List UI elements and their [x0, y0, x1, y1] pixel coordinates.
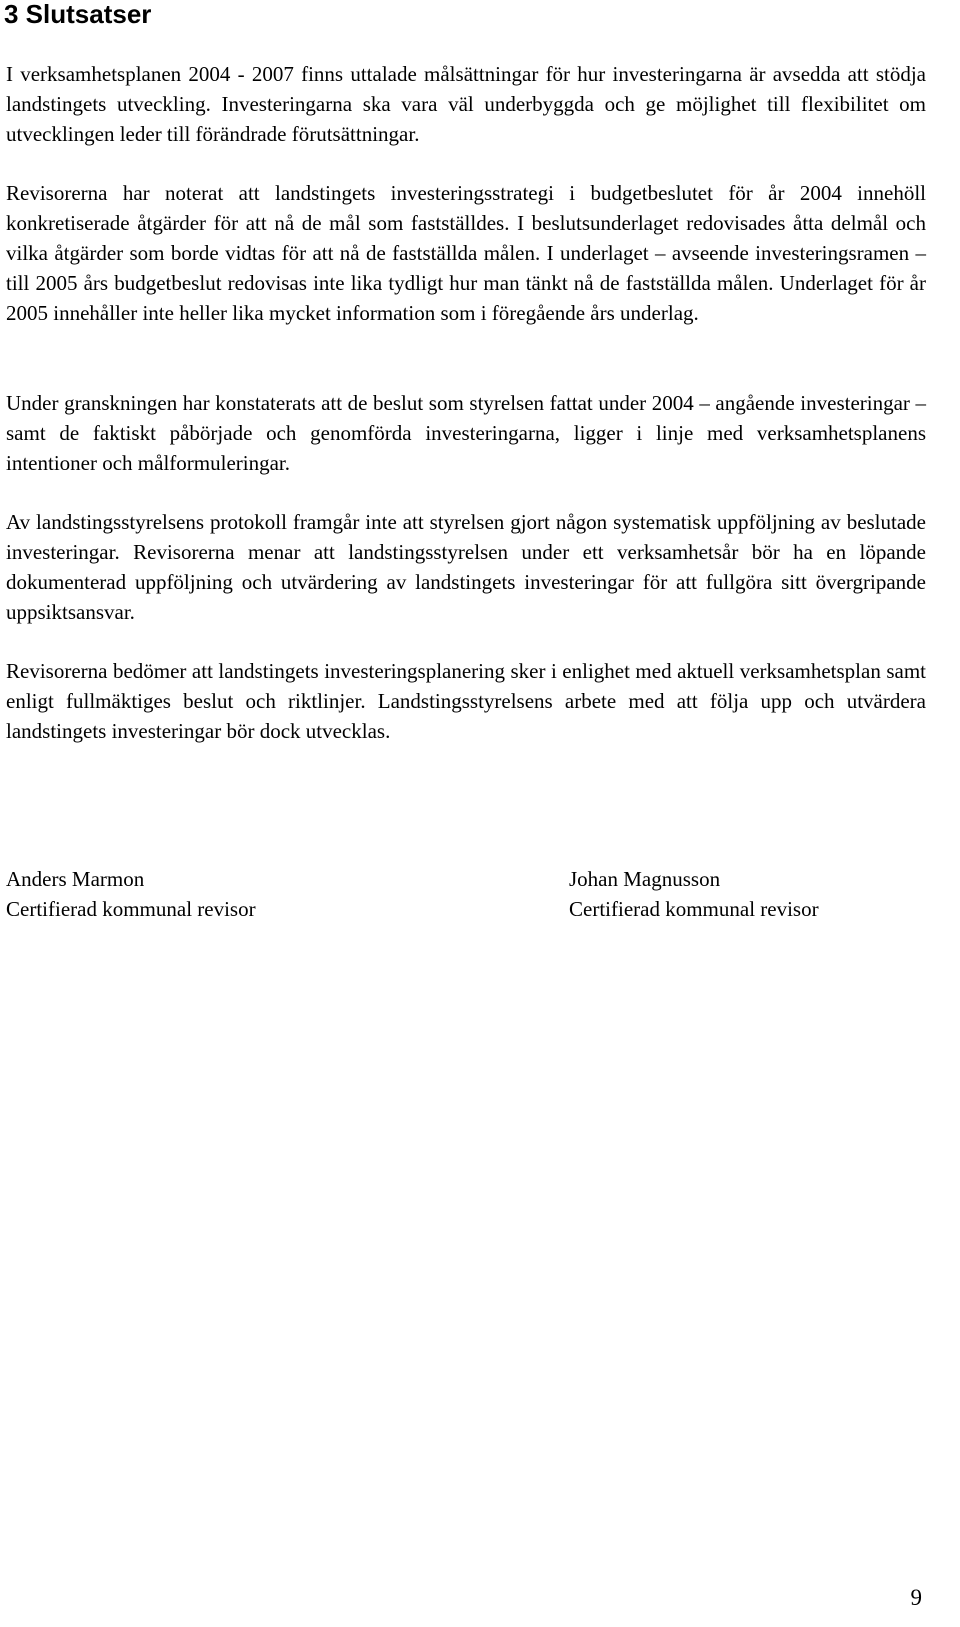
- signatory-name: Anders Marmon: [6, 867, 145, 891]
- paragraph-1: I verksamhetsplanen 2004 - 2007 finns uttalade målsättningar för hur investeringarna är avsedda att stödja landstingets utveckling. Investeringarna ska vara väl underbyggda och ge möjlighet till flexibilitet om utvecklingen leder till förändrade förutsättningar.: [6, 62, 926, 146]
- paragraph-5: Revisorerna bedömer att landstingets investeringsplanering sker i enlighet med aktuell verksamhetsplan samt enligt fullmäktiges beslut och riktlinjer. Landstingsstyrelsens arbete med att följa upp och utvärdera landstingets investeringar bör dock utvecklas.: [6, 659, 926, 743]
- paragraph-3: Under granskningen har konstaterats att de beslut som styrelsen fattat under 2004 – angående investeringar – samt de faktiskt påbörjade och genomförda investeringarna, ligger i linje med verksamhetsplanens intentioner och målformuleringar.: [6, 391, 926, 475]
- page-number: 9: [910, 1585, 922, 1610]
- signatory-title: Certifierad kommunal revisor: [569, 897, 819, 921]
- section-heading: 3 Slutsatser: [4, 0, 152, 29]
- paragraph-4: Av landstingsstyrelsens protokoll framgår inte att styrelsen gjort någon systematisk uppföljning av beslutade investeringar. Revisorerna menar att landstingsstyrelsen under ett verksamhetsår bör ha en löpande dokumenterad uppföljning och utvärdering av landstingets investeringar för att fullgöra sitt övergripande uppsiktsansvar.: [6, 510, 926, 624]
- paragraph-2: Revisorerna har noterat att landstingets investeringsstrategi i budgetbeslutet för år 2004 innehöll konkretiserade åtgärder för att nå de mål som fastställdes. I beslutsunderlaget redovisades åtta delmål och vilka åtgärder som borde vidtas för att nå de fastställda målen. I underlaget – avseende investeringsramen – till 2005 års budgetbeslut redovisas inte lika tydligt hur man tänkt nå de fastställda målen. Underlaget för år 2005 innehåller inte heller lika mycket information som i föregående års underlag.: [6, 181, 926, 325]
- signatory-title: Certifierad kommunal revisor: [6, 897, 256, 921]
- signatory-name: Johan Magnusson: [569, 867, 721, 891]
- signature-block-left: [6, 864, 256, 924]
- signature-block-right: [569, 864, 819, 924]
